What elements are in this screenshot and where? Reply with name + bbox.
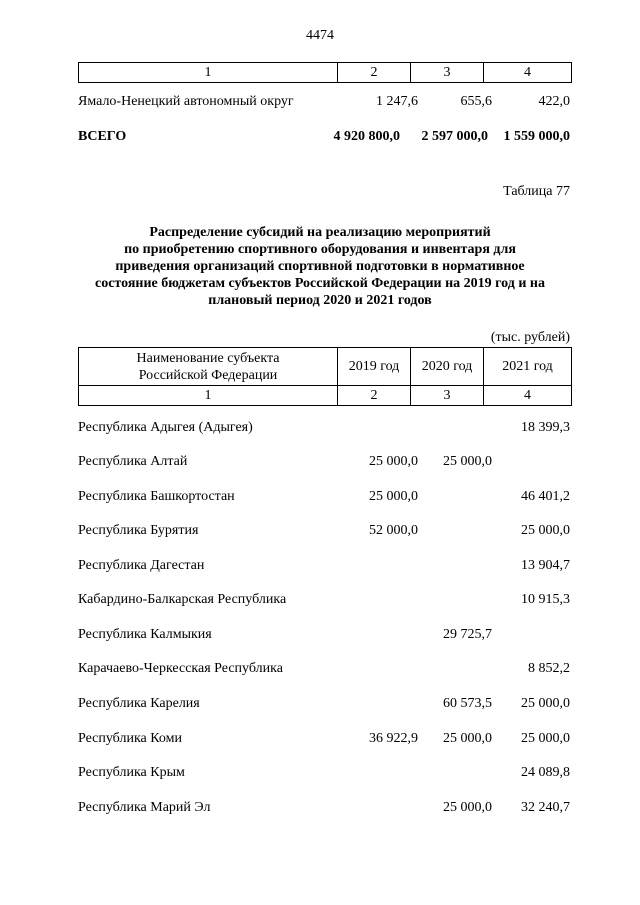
table-row (78, 558, 570, 578)
column-number: 4 (484, 63, 572, 83)
value-2021: 13 904,7 (521, 558, 570, 573)
region-name: Республика Коми (78, 731, 182, 746)
table-row (78, 523, 570, 543)
title-line: Распределение субсидий на реализацию мероприятий (149, 225, 491, 240)
value-2021: 25 000,0 (521, 523, 570, 538)
region-name: Карачаево-Черкесская Республика (78, 661, 283, 676)
column-number: 3 (411, 386, 484, 406)
table-row (78, 661, 570, 681)
column-number: 1 (79, 63, 338, 83)
region-name: Республика Алтай (78, 454, 188, 469)
title-line: по приобретению спортивного оборудования и инвентаря для (124, 242, 516, 257)
value-2020: 25 000,0 (443, 731, 492, 746)
value-2021: 25 000,0 (521, 696, 570, 711)
region-name: Республика Карелия (78, 696, 200, 711)
total-2021: 1 559 000,0 (503, 129, 570, 144)
table-row (78, 592, 570, 612)
total-row (78, 129, 570, 149)
header-year: 2020 год (411, 348, 484, 386)
region-name: Республика Бурятия (78, 523, 199, 538)
value-2020: 25 000,0 (443, 454, 492, 469)
table-row (78, 731, 570, 751)
value-2021: 8 852,2 (528, 661, 570, 676)
main-table-header (78, 347, 572, 406)
region-name: Республика Дагестан (78, 558, 205, 573)
region-name: Ямало-Ненецкий автономный округ (78, 94, 294, 109)
table-row (78, 765, 570, 785)
table-row (78, 696, 570, 716)
column-number: 2 (338, 63, 411, 83)
page-number: 4474 (306, 28, 334, 43)
value-2020: 29 725,7 (443, 627, 492, 642)
value-2020: 655,6 (460, 94, 492, 109)
table-title (70, 224, 570, 309)
table-row (78, 489, 570, 509)
value-2021: 10 915,3 (521, 592, 570, 607)
title-line: состояние бюджетам субъектов Российской Федерации на 2019 год и на (94, 276, 545, 291)
header-line: Российской Федерации (138, 367, 278, 383)
region-name: Республика Калмыкия (78, 627, 212, 642)
title-line: приведения организаций спортивной подготовки в нормативное (115, 259, 525, 274)
header-year: 2021 год (484, 348, 572, 386)
title-line: плановый период 2020 и 2021 годов (208, 293, 432, 308)
value-2021: 422,0 (538, 94, 570, 109)
value-2019: 52 000,0 (369, 523, 418, 538)
total-label: ВСЕГО (78, 129, 127, 144)
column-number: 2 (338, 386, 411, 406)
value-2021: 46 401,2 (521, 489, 570, 504)
region-name: Кабардино-Балкарская Республика (78, 592, 287, 607)
value-2019: 25 000,0 (369, 489, 418, 504)
value-2021: 18 399,3 (521, 420, 570, 435)
value-2019: 36 922,9 (369, 731, 418, 746)
unit-label: (тыс. рублей) (490, 330, 570, 345)
region-name: Республика Марий Эл (78, 800, 211, 815)
column-number: 4 (484, 386, 572, 406)
region-name: Республика Крым (78, 765, 185, 780)
value-2021: 32 240,7 (521, 800, 570, 815)
header-region-name (79, 348, 338, 386)
table-row (78, 627, 570, 647)
total-2019: 4 920 800,0 (333, 129, 400, 144)
column-number: 1 (79, 386, 338, 406)
value-2021: 25 000,0 (521, 731, 570, 746)
table-label: Таблица 77 (503, 184, 570, 199)
table-row (78, 94, 570, 114)
value-2021: 24 089,8 (521, 765, 570, 780)
header-year: 2019 год (338, 348, 411, 386)
top-table-column-numbers (78, 62, 572, 83)
region-name: Республика Адыгея (Адыгея) (78, 420, 253, 435)
header-line: Наименование субъекта (136, 350, 280, 366)
table-row (78, 454, 570, 474)
value-2020: 25 000,0 (443, 800, 492, 815)
table-row (78, 420, 570, 440)
total-2020: 2 597 000,0 (421, 129, 488, 144)
column-number: 3 (411, 63, 484, 83)
region-name: Республика Башкортостан (78, 489, 235, 504)
value-2019: 1 247,6 (376, 94, 418, 109)
value-2020: 60 573,5 (443, 696, 492, 711)
value-2019: 25 000,0 (369, 454, 418, 469)
table-row (78, 800, 570, 820)
